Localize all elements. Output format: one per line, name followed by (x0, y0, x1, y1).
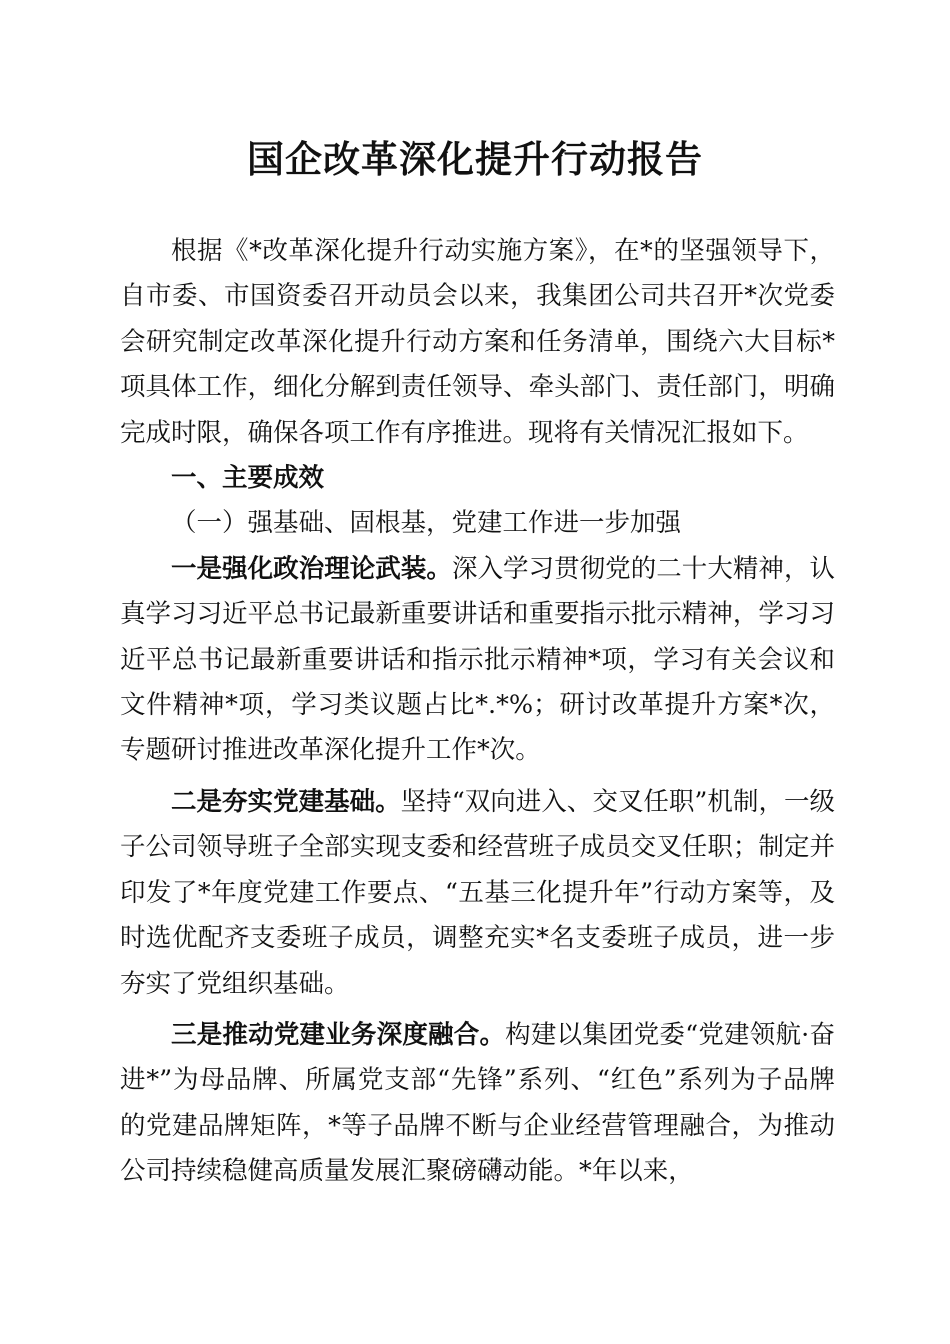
paragraph-lead: 三是推动党建业务深度融合。 (171, 1019, 506, 1050)
paragraph-lead: 一是强化政治理论武装。 (171, 553, 452, 584)
paragraph-integration (120, 1013, 835, 1195)
subsection-heading-text: （一）强基础、固根基，党建工作进一步加强 (171, 508, 682, 539)
intro-paragraph: 根据《*改革深化提升行动实施方案》，在*的坚强领导下，自市委、市国资委召开动员会以来，我集团公司共召开*次党委会研究制定改革深化提升行动方案和任务清单，围绕六大目标*项具体工作，细化分解到责任领导、牵头部门、责任部门，明确完成时限，确保各项工作有序推进。现将有关情况汇报如下。 (120, 236, 835, 448)
paragraph-party-foundation (120, 780, 835, 1007)
document-body (120, 229, 835, 1195)
paragraph-text: 构建以集团党委“党建领航·奋进*”为母品牌、所属党支部“先锋”系列、“红色”系列为子品牌的党建品牌矩阵，*等子品牌不断与企业经营管理融合，为推动公司持续稳健高质量发展汇聚磅礴动能。*年以来， (120, 1019, 835, 1187)
paragraph-political-theory (120, 547, 835, 774)
paragraph-text: 深入学习贯彻党的二十大精神，认真学习习近平总书记最新重要讲话和重要指示批示精神，学习习近平总书记最新重要讲话和指示批示精神*项，学习有关会议和文件精神*项，学习类议题占比*.*%；研讨改革提升方案*次，专题研讨推进改革深化提升工作*次。 (120, 553, 835, 766)
section-heading (120, 456, 835, 501)
section-heading-text: 一、主要成效 (171, 463, 325, 494)
subsection-heading (120, 501, 835, 546)
paragraph-text: 坚持“双向进入、交叉任职”机制，一级子公司领导班子全部实现支委和经营班子成员交叉任职；制定并印发了*年度党建工作要点、“五基三化提升年”行动方案等，及时选优配齐支委班子成员，调整充实*名支委班子成员，进一步夯实了党组织基础。 (120, 786, 835, 999)
paragraph-lead: 二是夯实党建基础。 (171, 786, 401, 817)
document-title: 国企改革深化提升行动报告 (247, 137, 703, 181)
